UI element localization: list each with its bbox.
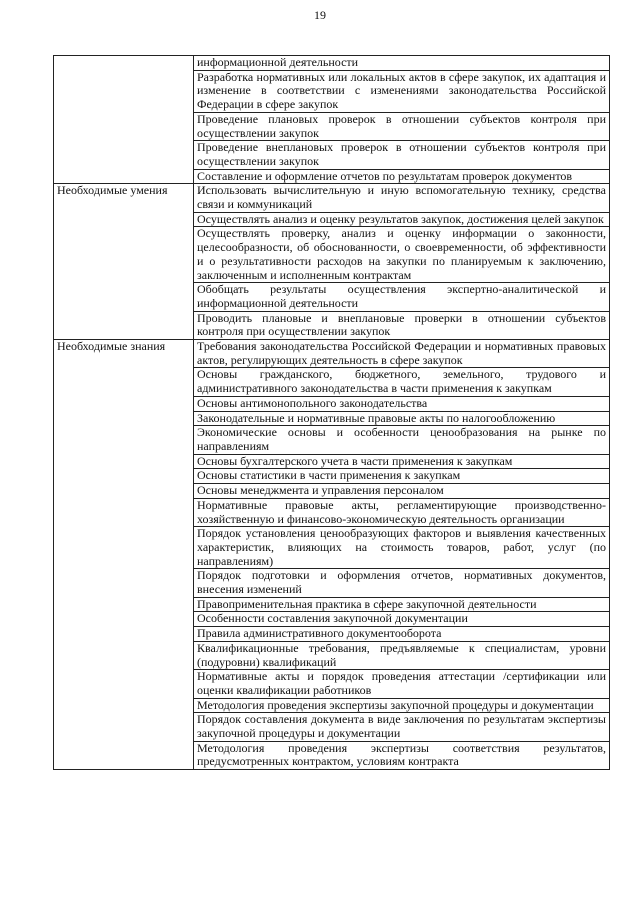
requirement-cell: Осуществлять проверку, анализ и оценку информации о законности, целесообразности, об обоснованности, о своевременности, об эффективности и о результативности расходов на закупки по планируемым к заключению, заключенным и исполненным контрактам xyxy=(194,227,610,283)
requirements-table xyxy=(53,55,610,770)
requirement-cell: Порядок установления ценообразующих факторов и выявления качественных характеристик, влияющих на стоимость товаров, работ, услуг (по направлениям) xyxy=(194,527,610,569)
page-number: 19 xyxy=(314,8,326,22)
table-row xyxy=(54,184,610,212)
requirement-cell: Основы антимонопольного законодательства xyxy=(194,396,610,411)
requirement-cell: Особенности составления закупочной документации xyxy=(194,612,610,627)
requirement-cell: Проведение внеплановых проверок в отношении субъектов контроля при осуществлении закупок xyxy=(194,141,610,169)
requirement-cell: Правоприменительная практика в сфере закупочной деятельности xyxy=(194,597,610,612)
section-label: Необходимые умения xyxy=(54,184,194,340)
requirement-cell: Методология проведения экспертизы закупочной процедуры и документации xyxy=(194,698,610,713)
requirement-cell: Методология проведения экспертизы соответствия результатов, предусмотренных контрактом, условиям контракта xyxy=(194,741,610,769)
table-row xyxy=(54,56,610,71)
requirements-table-body xyxy=(54,56,610,770)
requirement-cell: Проводить плановые и внеплановые проверки в отношении субъектов контроля при осуществлении закупок xyxy=(194,311,610,339)
requirement-cell: Правила административного документооборота xyxy=(194,627,610,642)
requirement-cell: Экономические основы и особенности ценообразования на рынке по направлениям xyxy=(194,426,610,454)
table-row xyxy=(54,340,610,368)
section-label xyxy=(54,56,194,184)
requirement-cell: Порядок подготовки и оформления отчетов, нормативных документов, внесения изменений xyxy=(194,569,610,597)
requirement-cell: Обобщать результаты осуществления экспертно-аналитической и информационной деятельности xyxy=(194,283,610,311)
requirement-cell: Квалификационные требования, предъявляемые к специалистам, уровни (подуровни) квалификаций xyxy=(194,641,610,669)
requirement-cell: Основы бухгалтерского учета в части применения к закупкам xyxy=(194,454,610,469)
requirement-cell: Составление и оформление отчетов по результатам проверок документов xyxy=(194,169,610,184)
requirement-cell: Использовать вычислительную и иную вспомогательную технику, средства связи и коммуникаций xyxy=(194,184,610,212)
requirement-cell: Законодательные и нормативные правовые акты по налогообложению xyxy=(194,411,610,426)
requirement-cell: Нормативные правовые акты, регламентирующие производственно-хозяйственную и финансово-экономическую деятельность организации xyxy=(194,498,610,526)
requirement-cell: Основы менеджмента и управления персоналом xyxy=(194,484,610,499)
requirement-cell: Требования законодательства Российской Федерации и нормативных правовых актов, регулирующих деятельность в сфере закупок xyxy=(194,340,610,368)
requirement-cell: Проведение плановых проверок в отношении субъектов контроля при осуществлении закупок xyxy=(194,112,610,140)
requirement-cell: Порядок составления документа в виде заключения по результатам экспертизы закупочной процедуры и документации xyxy=(194,713,610,741)
requirement-cell: Осуществлять анализ и оценку результатов закупок, достижения целей закупок xyxy=(194,212,610,227)
requirement-cell: Основы статистики в части применения к закупкам xyxy=(194,469,610,484)
requirement-cell: Основы гражданского, бюджетного, земельного, трудового и административного законодательства в части применения к закупкам xyxy=(194,368,610,396)
requirement-cell: Разработка нормативных или локальных актов в сфере закупок, их адаптация и изменение в соответствии с изменениями законодательства Российской Федерации в сфере закупок xyxy=(194,70,610,112)
section-label: Необходимые знания xyxy=(54,340,194,770)
requirement-cell: Нормативные акты и порядок проведения аттестации /сертификации или оценки квалификации работников xyxy=(194,670,610,698)
requirement-cell: информационной деятельности xyxy=(194,56,610,71)
